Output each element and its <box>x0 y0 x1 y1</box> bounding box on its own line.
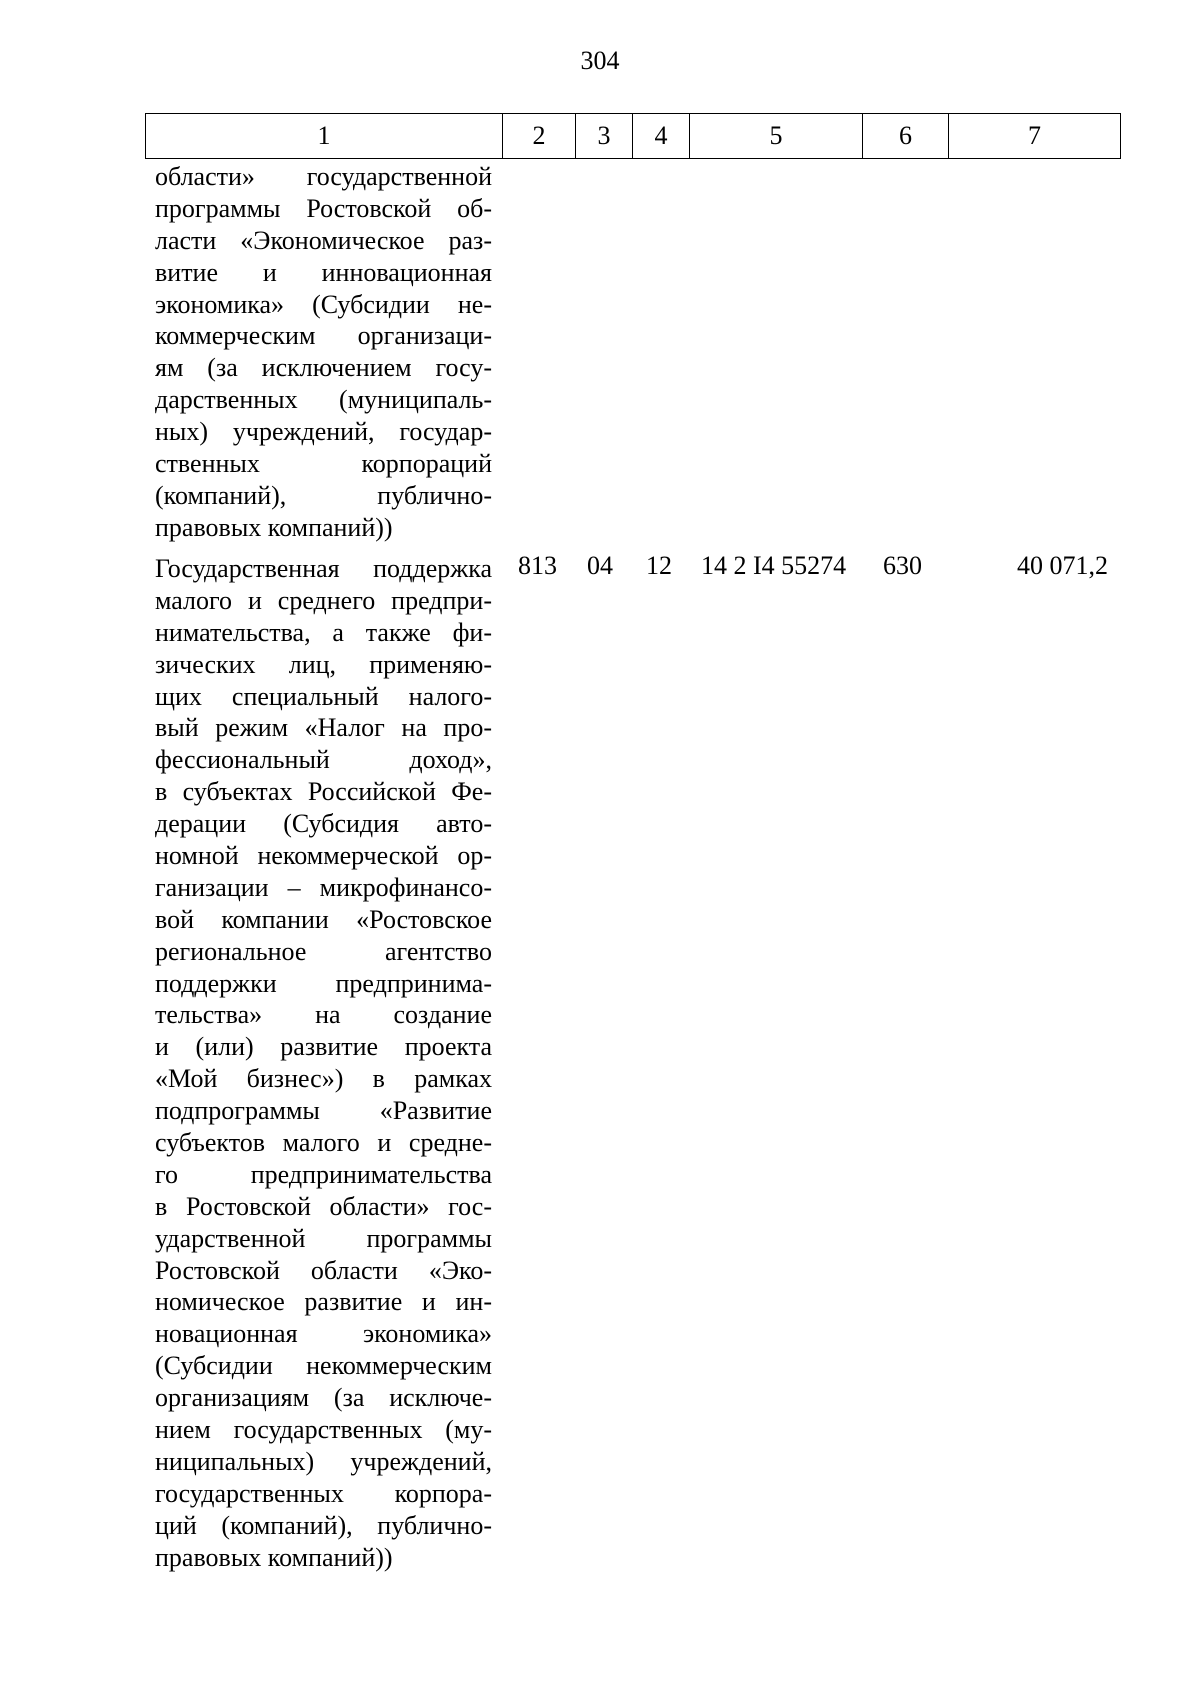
row-2-line: зических лиц, применяю- <box>155 649 492 679</box>
header-col-6: 6 <box>863 114 949 159</box>
row-2-line: и (или) развитие проекта <box>155 1032 492 1062</box>
row-2-col-4: 12 <box>646 551 672 580</box>
row-2-line: новационная экономика» <box>155 1319 492 1349</box>
row-2-line: го предпринимательства <box>155 1159 492 1189</box>
row-1-line: области» государственной <box>155 162 492 191</box>
row-2-line: фессиональный доход», <box>155 745 492 775</box>
row-1-line: витие и инновационная <box>155 257 492 287</box>
header-col-5: 5 <box>690 114 863 159</box>
row-2-line: Ростовской области «Эко- <box>155 1255 492 1285</box>
row-2-line: Государственная поддержка <box>155 554 492 583</box>
row-2-col-3: 04 <box>587 551 613 580</box>
row-2-line: правовых компаний)) <box>155 1542 393 1572</box>
row-2-line: организациям (за исключе- <box>155 1383 492 1413</box>
row-1-line: программы Ростовской об- <box>155 193 492 223</box>
row-2-line: нием государственных (му- <box>155 1415 492 1445</box>
row-2-col-6: 630 <box>883 551 922 580</box>
row-1-line: ласти «Экономическое раз- <box>155 225 492 255</box>
row-2-line: нимательства, а также фи- <box>155 617 492 647</box>
row-2-line: ударственной программы <box>155 1223 492 1253</box>
row-2-line: ганизации – микрофинансо- <box>155 872 492 902</box>
row-2-line: субъектов малого и средне- <box>155 1128 492 1158</box>
row-1-line: экономика» (Субсидии не- <box>155 289 492 319</box>
row-2-col-5: 14 2 I4 55274 <box>701 551 847 580</box>
row-2-description <box>155 553 492 1574</box>
header-col-2: 2 <box>503 114 576 159</box>
row-1-line: правовых компаний)) <box>155 512 393 542</box>
row-1-line: (компаний), публично- <box>155 480 492 510</box>
row-1-line: ям (за исключением госу- <box>155 353 492 383</box>
row-2-line: вой компании «Ростовское <box>155 904 492 934</box>
row-2-line: поддержки предпринима- <box>155 968 492 998</box>
row-1-line: ных) учреждений, государ- <box>155 417 492 447</box>
row-2-line: щих специальный налого- <box>155 681 492 711</box>
row-1-line: ственных корпораций <box>155 449 492 479</box>
row-2-col-7: 40 071,2 <box>1017 551 1108 580</box>
row-2-line: дерации (Субсидия авто- <box>155 809 492 839</box>
row-1-description <box>155 161 492 544</box>
row-2-line: региональное агентство <box>155 936 492 966</box>
row-1-line: дарственных (муниципаль- <box>155 385 492 415</box>
header-col-3: 3 <box>576 114 633 159</box>
header-col-7: 7 <box>949 114 1121 159</box>
row-2-line: номическое развитие и ин- <box>155 1287 492 1317</box>
row-2-col-2: 813 <box>518 551 557 580</box>
row-2-line: малого и среднего предпри- <box>155 585 492 615</box>
row-2-line: «Мой бизнес») в рамках <box>155 1064 492 1094</box>
row-2-line: подпрограммы «Развитие <box>155 1096 492 1126</box>
row-2-line: ций (компаний), публично- <box>155 1510 492 1540</box>
table-header <box>145 113 1121 159</box>
header-col-4: 4 <box>633 114 690 159</box>
row-2-line: вый режим «Налог на про- <box>155 713 492 743</box>
row-1-line: коммерческим организаци- <box>155 321 492 351</box>
row-2-line: государственных корпора- <box>155 1478 492 1508</box>
row-2-line: в субъектах Российской Фе- <box>155 777 492 807</box>
row-2-line: (Субсидии некоммерческим <box>155 1351 492 1381</box>
row-2-line: ниципальных) учреждений, <box>155 1446 492 1476</box>
row-2-line: номной некоммерческой ор- <box>155 841 492 871</box>
header-col-1: 1 <box>146 114 503 159</box>
page-number: 304 <box>580 46 620 75</box>
row-2-line: тельства» на создание <box>155 1000 492 1030</box>
row-2-line: в Ростовской области» гос- <box>155 1191 492 1221</box>
